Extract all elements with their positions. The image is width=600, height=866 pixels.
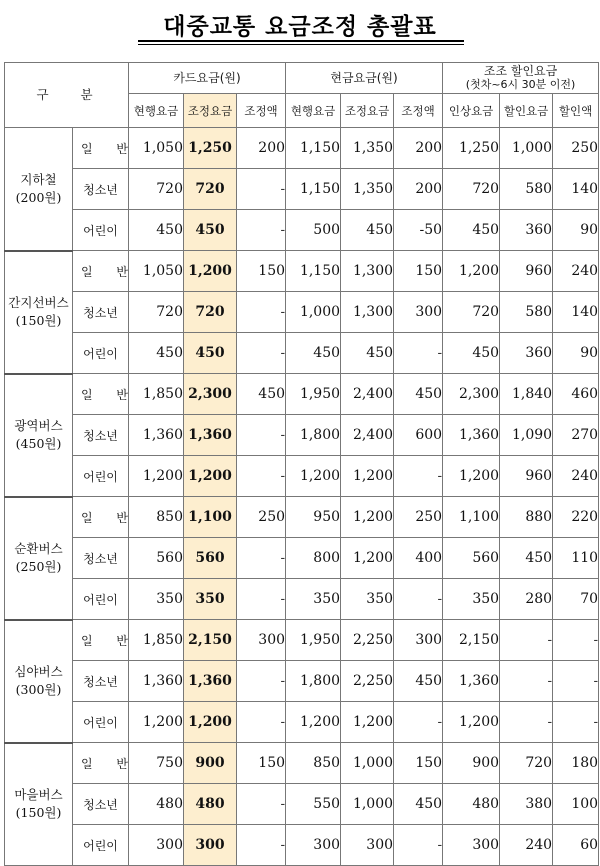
cell-card-diff: - xyxy=(237,538,286,579)
cell-early-discount-amount: 250 xyxy=(553,128,599,169)
cell-card-adjusted: 1,360 xyxy=(184,661,237,702)
cell-cash-current: 1,800 xyxy=(286,415,341,456)
passenger-group: 어린이 xyxy=(73,825,129,866)
cell-card-current: 1,360 xyxy=(129,661,184,702)
cell-cash-adjusted: 2,400 xyxy=(341,374,394,415)
cell-card-current: 450 xyxy=(129,210,184,251)
cell-card-adjusted: 1,200 xyxy=(184,702,237,743)
passenger-group: 일 반 xyxy=(73,743,129,784)
header-card-diff: 조정액 xyxy=(237,94,286,128)
category-cell xyxy=(5,497,73,620)
cell-early-raised: 1,360 xyxy=(443,661,500,702)
cell-cash-current: 850 xyxy=(286,743,341,784)
cell-card-adjusted: 2,300 xyxy=(184,374,237,415)
table-row xyxy=(5,661,599,702)
cell-cash-current: 1,950 xyxy=(286,620,341,661)
header-early-raised: 인상요금 xyxy=(443,94,500,128)
cell-card-adjusted: 300 xyxy=(184,825,237,866)
cell-card-diff: - xyxy=(237,415,286,456)
cell-cash-adjusted: 1,200 xyxy=(341,456,394,497)
category-cell xyxy=(5,620,73,743)
cell-card-diff: - xyxy=(237,210,286,251)
cell-cash-current: 1,950 xyxy=(286,374,341,415)
table-row xyxy=(5,374,599,415)
cell-cash-diff: - xyxy=(394,579,443,620)
cell-early-raised: 1,360 xyxy=(443,415,500,456)
cell-cash-adjusted: 1,300 xyxy=(341,251,394,292)
cell-early-raised: 2,150 xyxy=(443,620,500,661)
cell-early-raised: 560 xyxy=(443,538,500,579)
cell-card-adjusted: 720 xyxy=(184,292,237,333)
cell-early-raised: 1,200 xyxy=(443,702,500,743)
table-row xyxy=(5,702,599,743)
cell-cash-adjusted: 450 xyxy=(341,210,394,251)
cell-cash-diff: 150 xyxy=(394,743,443,784)
cell-cash-diff: -50 xyxy=(394,210,443,251)
cell-early-discount-amount: - xyxy=(553,620,599,661)
cell-card-current: 1,360 xyxy=(129,415,184,456)
cell-cash-adjusted: 1,000 xyxy=(341,743,394,784)
cell-early-discount-amount: - xyxy=(553,661,599,702)
passenger-group: 청소년 xyxy=(73,538,129,579)
cell-card-diff: - xyxy=(237,825,286,866)
cell-card-diff: - xyxy=(237,333,286,374)
header-early-discounted: 할인요금 xyxy=(500,94,553,128)
cell-card-current: 1,850 xyxy=(129,620,184,661)
cell-early-discounted: 880 xyxy=(500,497,553,538)
category-cell xyxy=(5,374,73,497)
passenger-group: 어린이 xyxy=(73,210,129,251)
category-adjustment: (200원) xyxy=(15,189,62,205)
cell-card-diff: 450 xyxy=(237,374,286,415)
header-card-fare: 카드요금(원) xyxy=(129,63,286,94)
table-row xyxy=(5,251,599,292)
cell-card-diff: - xyxy=(237,579,286,620)
table-row xyxy=(5,620,599,661)
cell-card-current: 720 xyxy=(129,292,184,333)
category-name: 광역버스 xyxy=(14,418,63,433)
cell-card-adjusted: 450 xyxy=(184,210,237,251)
cell-early-discount-amount: 100 xyxy=(553,784,599,825)
cell-card-diff: 200 xyxy=(237,128,286,169)
cell-card-diff: 150 xyxy=(237,251,286,292)
cell-early-discounted: 450 xyxy=(500,538,553,579)
cell-card-current: 720 xyxy=(129,169,184,210)
cell-early-discount-amount: 180 xyxy=(553,743,599,784)
category-name: 지하철 xyxy=(20,171,57,187)
title-underline-thin xyxy=(138,44,464,45)
cell-card-current: 1,200 xyxy=(129,456,184,497)
title-area xyxy=(0,0,600,52)
cell-early-raised: 1,100 xyxy=(443,497,500,538)
cell-card-adjusted: 900 xyxy=(184,743,237,784)
cell-cash-current: 550 xyxy=(286,784,341,825)
cell-cash-adjusted: 1,350 xyxy=(341,128,394,169)
cell-cash-adjusted: 300 xyxy=(341,825,394,866)
passenger-group: 청소년 xyxy=(73,784,129,825)
cell-early-discounted: - xyxy=(500,661,553,702)
cell-cash-current: 1,150 xyxy=(286,251,341,292)
passenger-group: 청소년 xyxy=(73,415,129,456)
cell-cash-adjusted: 1,000 xyxy=(341,784,394,825)
cell-cash-diff: 600 xyxy=(394,415,443,456)
header-early-discount-amount: 할인액 xyxy=(553,94,599,128)
cell-early-raised: 480 xyxy=(443,784,500,825)
cell-card-current: 480 xyxy=(129,784,184,825)
cell-cash-adjusted: 2,400 xyxy=(341,415,394,456)
cell-card-current: 750 xyxy=(129,743,184,784)
cell-early-discounted: 1,840 xyxy=(500,374,553,415)
cell-early-raised: 450 xyxy=(443,210,500,251)
cell-card-adjusted: 2,150 xyxy=(184,620,237,661)
cell-early-discounted: 720 xyxy=(500,743,553,784)
cell-cash-adjusted: 1,200 xyxy=(341,497,394,538)
cell-card-adjusted: 560 xyxy=(184,538,237,579)
title-underline xyxy=(138,40,464,42)
cell-early-discounted: 580 xyxy=(500,169,553,210)
cell-cash-adjusted: 2,250 xyxy=(341,661,394,702)
cell-card-adjusted: 1,100 xyxy=(184,497,237,538)
cell-early-discount-amount: 240 xyxy=(553,456,599,497)
category-adjustment: (250원) xyxy=(15,559,62,574)
cell-cash-current: 950 xyxy=(286,497,341,538)
table-row xyxy=(5,456,599,497)
cell-card-current: 300 xyxy=(129,825,184,866)
cell-cash-current: 500 xyxy=(286,210,341,251)
cell-early-discount-amount: 270 xyxy=(553,415,599,456)
passenger-group: 어린이 xyxy=(73,333,129,374)
cell-early-discounted: 1,000 xyxy=(500,128,553,169)
header-cash-fare: 현금요금(원) xyxy=(286,63,443,94)
cell-early-raised: 1,250 xyxy=(443,128,500,169)
cell-early-discount-amount: 140 xyxy=(553,292,599,333)
passenger-group: 어린이 xyxy=(73,579,129,620)
table-row xyxy=(5,497,599,538)
header-early-discount-note: (첫차~6시 30분 이전) xyxy=(465,78,576,91)
cell-card-diff: 150 xyxy=(237,743,286,784)
table-header xyxy=(5,63,599,128)
category-adjustment: (450원) xyxy=(15,436,62,451)
cell-early-discount-amount: 220 xyxy=(553,497,599,538)
cell-early-discounted: 360 xyxy=(500,210,553,251)
cell-cash-adjusted: 1,300 xyxy=(341,292,394,333)
cell-cash-adjusted: 350 xyxy=(341,579,394,620)
passenger-group: 일 반 xyxy=(73,251,129,292)
cell-card-diff: - xyxy=(237,456,286,497)
cell-early-discount-amount: 90 xyxy=(553,333,599,374)
cell-early-raised: 720 xyxy=(443,169,500,210)
fare-table xyxy=(4,62,599,866)
cell-cash-diff: 400 xyxy=(394,538,443,579)
cell-card-diff: - xyxy=(237,661,286,702)
cell-early-raised: 450 xyxy=(443,333,500,374)
cell-early-raised: 350 xyxy=(443,579,500,620)
cell-early-discounted: 960 xyxy=(500,251,553,292)
table-row xyxy=(5,538,599,579)
header-early-discount-title: 조조 할인요금 xyxy=(483,64,558,78)
cell-early-discounted: 360 xyxy=(500,333,553,374)
page-title: 대중교통 요금조정 총괄표 xyxy=(163,14,437,40)
cell-card-adjusted: 1,250 xyxy=(184,128,237,169)
cell-card-diff: - xyxy=(237,169,286,210)
table-row xyxy=(5,292,599,333)
cell-cash-adjusted: 1,200 xyxy=(341,702,394,743)
cell-early-discount-amount: 70 xyxy=(553,579,599,620)
category-name: 심야버스 xyxy=(14,664,63,679)
cell-cash-diff: 200 xyxy=(394,169,443,210)
cell-cash-diff: 450 xyxy=(394,374,443,415)
cell-cash-diff: 250 xyxy=(394,497,443,538)
cell-card-diff: - xyxy=(237,784,286,825)
cell-cash-adjusted: 2,250 xyxy=(341,620,394,661)
cell-card-current: 1,200 xyxy=(129,702,184,743)
cell-cash-current: 300 xyxy=(286,825,341,866)
cell-early-discount-amount: - xyxy=(553,702,599,743)
cell-early-discount-amount: 90 xyxy=(553,210,599,251)
cell-card-current: 350 xyxy=(129,579,184,620)
table-body xyxy=(5,128,599,866)
table-row xyxy=(5,825,599,866)
cell-early-discounted: 960 xyxy=(500,456,553,497)
passenger-group: 일 반 xyxy=(73,620,129,661)
cell-cash-current: 1,200 xyxy=(286,702,341,743)
passenger-group: 어린이 xyxy=(73,456,129,497)
passenger-group: 일 반 xyxy=(73,497,129,538)
passenger-group: 청소년 xyxy=(73,292,129,333)
cell-cash-current: 1,150 xyxy=(286,128,341,169)
cell-cash-diff: 300 xyxy=(394,292,443,333)
table-row xyxy=(5,579,599,620)
cell-card-adjusted: 350 xyxy=(184,579,237,620)
cell-card-adjusted: 450 xyxy=(184,333,237,374)
category-cell xyxy=(5,743,73,866)
table-row xyxy=(5,415,599,456)
cell-early-discount-amount: 140 xyxy=(553,169,599,210)
cell-card-adjusted: 480 xyxy=(184,784,237,825)
table-row xyxy=(5,333,599,374)
cell-cash-diff: 150 xyxy=(394,251,443,292)
cell-cash-diff: 450 xyxy=(394,784,443,825)
cell-cash-current: 1,200 xyxy=(286,456,341,497)
category-name: 간지선버스 xyxy=(8,295,69,310)
category-adjustment: (150원) xyxy=(15,313,62,328)
cell-early-discounted: 240 xyxy=(500,825,553,866)
cell-card-diff: - xyxy=(237,292,286,333)
header-cash-diff: 조정액 xyxy=(394,94,443,128)
cell-cash-diff: 300 xyxy=(394,620,443,661)
table-row xyxy=(5,128,599,169)
category-name: 마을버스 xyxy=(14,787,63,803)
cell-cash-diff: 450 xyxy=(394,661,443,702)
cell-cash-adjusted: 1,350 xyxy=(341,169,394,210)
cell-early-raised: 720 xyxy=(443,292,500,333)
header-early-discount xyxy=(443,63,599,94)
cell-cash-diff: - xyxy=(394,702,443,743)
cell-card-adjusted: 720 xyxy=(184,169,237,210)
cell-card-diff: 250 xyxy=(237,497,286,538)
cell-cash-current: 800 xyxy=(286,538,341,579)
cell-card-adjusted: 1,360 xyxy=(184,415,237,456)
category-cell xyxy=(5,251,73,374)
table-row xyxy=(5,169,599,210)
category-adjustment: (150원) xyxy=(15,805,62,821)
header-cash-adjusted: 조정요금 xyxy=(341,94,394,128)
table-row xyxy=(5,210,599,251)
cell-early-discounted: 580 xyxy=(500,292,553,333)
cell-card-current: 450 xyxy=(129,333,184,374)
cell-card-adjusted: 1,200 xyxy=(184,456,237,497)
cell-early-discount-amount: 460 xyxy=(553,374,599,415)
cell-card-adjusted: 1,200 xyxy=(184,251,237,292)
cell-card-current: 850 xyxy=(129,497,184,538)
passenger-group: 일 반 xyxy=(73,128,129,169)
cell-card-current: 560 xyxy=(129,538,184,579)
cell-card-current: 1,050 xyxy=(129,128,184,169)
header-card-adjusted: 조정요금 xyxy=(184,94,237,128)
cell-early-discounted: - xyxy=(500,702,553,743)
cell-card-current: 1,050 xyxy=(129,251,184,292)
cell-early-raised: 900 xyxy=(443,743,500,784)
cell-early-discounted: - xyxy=(500,620,553,661)
cell-cash-adjusted: 1,200 xyxy=(341,538,394,579)
cell-cash-current: 450 xyxy=(286,333,341,374)
cell-card-diff: - xyxy=(237,702,286,743)
cell-early-raised: 2,300 xyxy=(443,374,500,415)
cell-early-discounted: 380 xyxy=(500,784,553,825)
header-card-current: 현행요금 xyxy=(129,94,184,128)
passenger-group: 청소년 xyxy=(73,169,129,210)
cell-cash-diff: - xyxy=(394,456,443,497)
cell-card-current: 1,850 xyxy=(129,374,184,415)
category-adjustment: (300원) xyxy=(15,682,62,697)
cell-early-raised: 1,200 xyxy=(443,456,500,497)
passenger-group: 일 반 xyxy=(73,374,129,415)
cell-early-discount-amount: 240 xyxy=(553,251,599,292)
cell-early-discount-amount: 110 xyxy=(553,538,599,579)
cell-card-diff: 300 xyxy=(237,620,286,661)
cell-cash-diff: - xyxy=(394,333,443,374)
cell-cash-current: 1,800 xyxy=(286,661,341,702)
cell-early-raised: 300 xyxy=(443,825,500,866)
category-cell xyxy=(5,128,73,251)
passenger-group: 청소년 xyxy=(73,661,129,702)
cell-cash-diff: 200 xyxy=(394,128,443,169)
cell-early-discounted: 280 xyxy=(500,579,553,620)
header-category: 구 분 xyxy=(5,63,129,128)
cell-cash-current: 1,150 xyxy=(286,169,341,210)
header-cash-current: 현행요금 xyxy=(286,94,341,128)
cell-cash-diff: - xyxy=(394,825,443,866)
cell-early-discount-amount: 60 xyxy=(553,825,599,866)
table-row xyxy=(5,743,599,784)
cell-early-discounted: 1,090 xyxy=(500,415,553,456)
cell-cash-adjusted: 450 xyxy=(341,333,394,374)
table-row xyxy=(5,784,599,825)
passenger-group: 어린이 xyxy=(73,702,129,743)
cell-cash-current: 1,000 xyxy=(286,292,341,333)
category-name: 순환버스 xyxy=(14,541,63,556)
cell-early-raised: 1,200 xyxy=(443,251,500,292)
cell-cash-current: 350 xyxy=(286,579,341,620)
